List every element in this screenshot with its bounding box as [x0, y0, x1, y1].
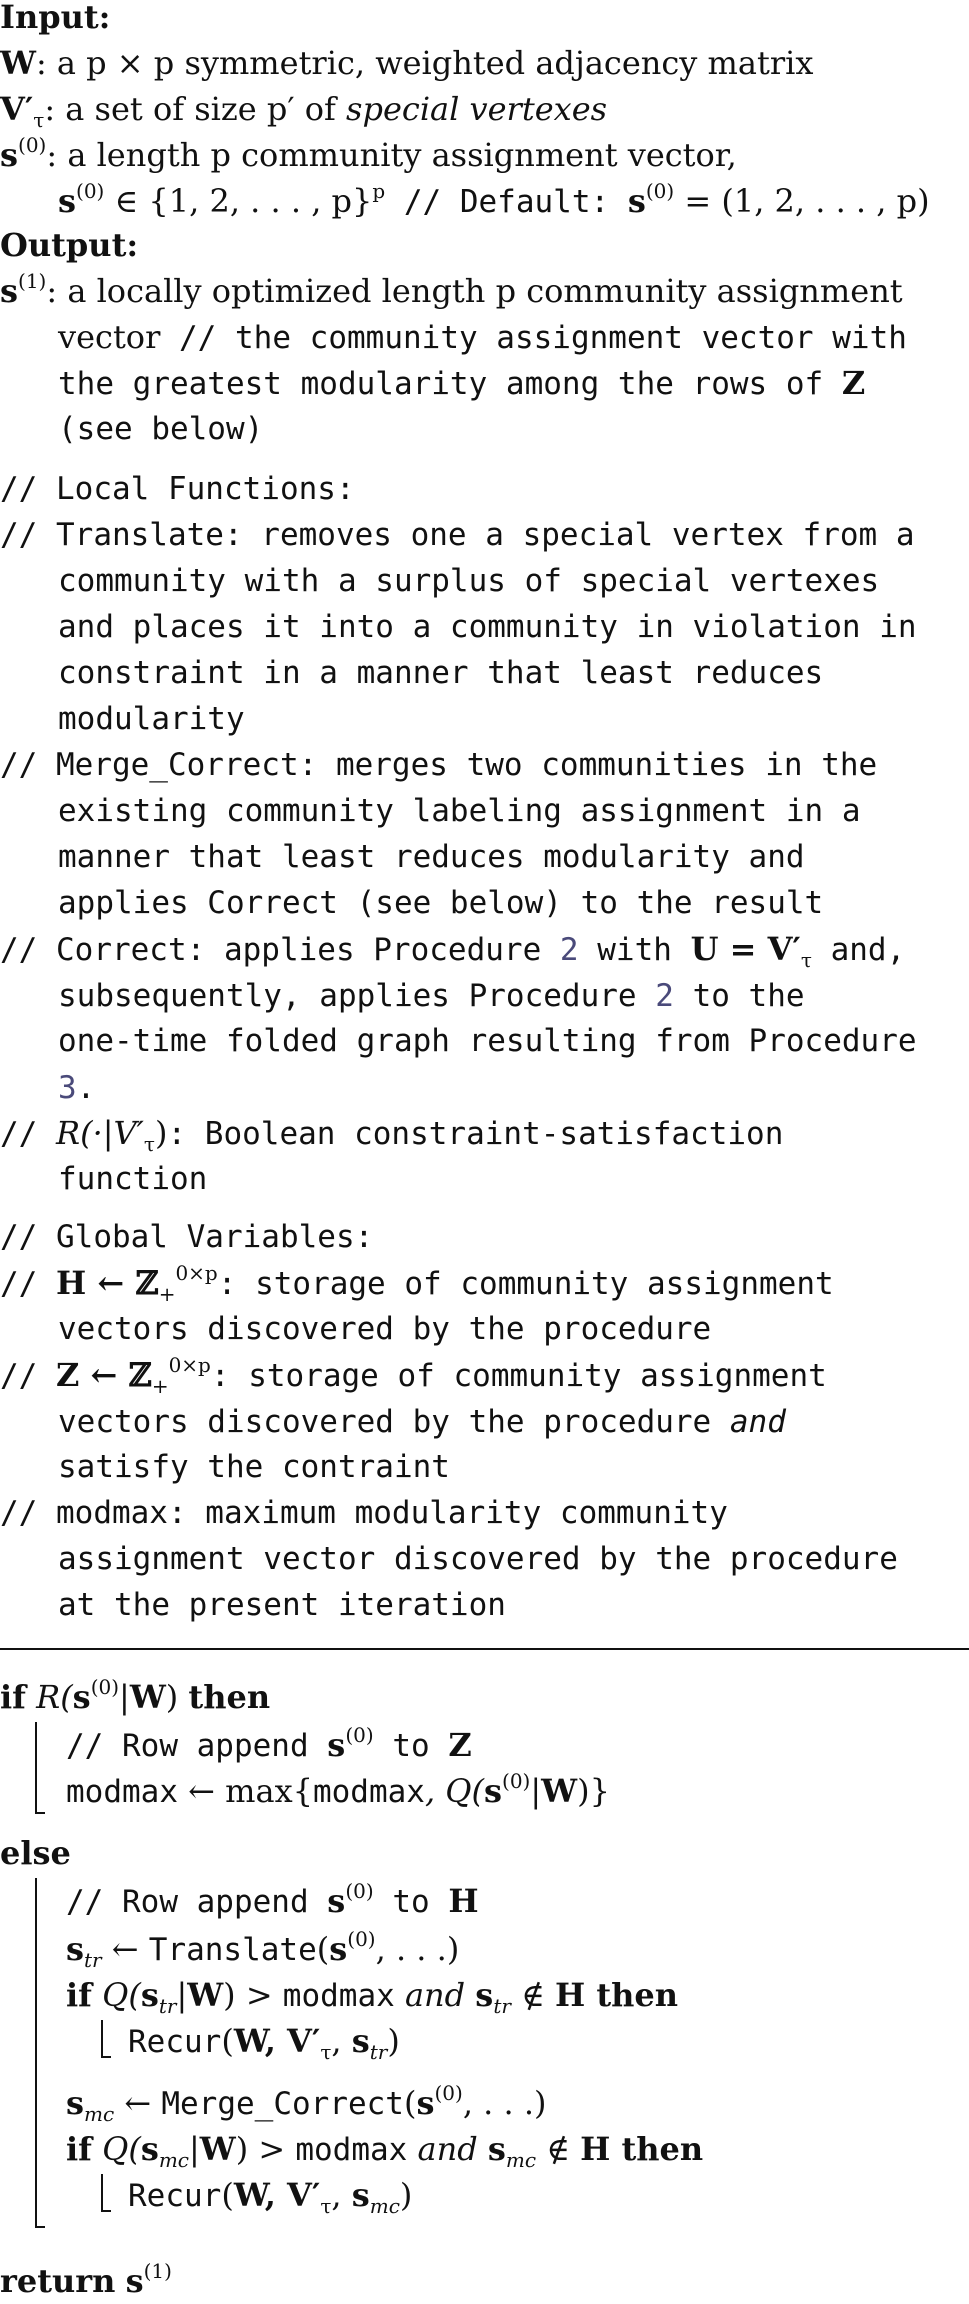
global-variables-heading: // Global Variables: — [0, 1219, 374, 1255]
merge-correct-line: applies Correct (see below) to the result — [58, 885, 824, 921]
else-body-line: // Row append $s^{(0)}$ to H — [66, 1879, 479, 1920]
correct-line: // Correct: applies Procedure 2 with $U = V'_\tau$ and, — [0, 930, 906, 972]
input-s0: $s^{(0)}$: a length p community assignment vector, — [0, 133, 737, 174]
if-block-bar — [35, 1722, 37, 1812]
if3-block-bar — [101, 2174, 103, 2210]
if2-block-foot — [101, 2056, 111, 2058]
return-line: return $s^{(1)}$ — [0, 2259, 172, 2300]
global-H-line: // H ← ℤ$_+^{0\times p}$: storage of community assignment — [0, 1261, 834, 1306]
if-line: if $R(s^{(0)}|W)$ then — [0, 1675, 271, 1716]
global-modmax-line: // modmax: maximum modularity community — [0, 1495, 728, 1531]
if-body-line: // Row append $s^{(0)}$ to Z — [66, 1723, 472, 1764]
translate-line: constraint in a manner that least reduces — [58, 655, 824, 691]
correct-line: subsequently, applies Procedure 2 to the — [58, 978, 805, 1014]
if2-block-bar — [101, 2020, 103, 2056]
translate-line: // Translate: removes one a special vertex from a — [0, 517, 915, 553]
input-V-tau: $V'_\tau$: a set of size p′ of special vertexes — [0, 90, 608, 132]
if3-block-foot — [101, 2210, 111, 2212]
merge-correct-line: existing community labeling assignment in a — [58, 793, 861, 829]
correct-line: one-time folded graph resulting from Procedure — [58, 1023, 917, 1059]
input-W: W: a p × p symmetric, weighted adjacency matrix — [0, 44, 814, 82]
recur-line: Recur(W, $V'_\tau$, $s_{tr}$) — [128, 2022, 400, 2064]
global-Z-line: satisfy the contraint — [58, 1449, 450, 1485]
translate-line: modularity — [58, 701, 245, 737]
global-modmax-line: assignment vector discovered by the procedure — [58, 1541, 898, 1577]
output-line-2: vector // the community assignment vector with — [58, 318, 907, 356]
merge-correct-line: // Merge_Correct: merges two communities in the — [0, 747, 878, 783]
translate-line: and places it into a community in violation in — [58, 609, 917, 645]
merge-correct-line: manner that least reduces modularity and — [58, 839, 805, 875]
global-H-line: vectors discovered by the procedure — [58, 1311, 712, 1347]
global-Z-line: // Z ← ℤ$_+^{0\times p}$: storage of community assignment — [0, 1353, 827, 1398]
output-s1: $s^{(1)}$: a locally optimized length p community assignment — [0, 269, 903, 310]
output-heading: Output: — [0, 226, 139, 264]
input-s0-domain: $s^{(0)}$ ∈ {1, 2, . . . , p}$^p$ // Default: $s^{(0)} = (1$, 2, . . . , p) — [58, 179, 930, 220]
recur-line: Recur(W, $V'_\tau$, $s_{mc}$) — [128, 2176, 413, 2218]
input-heading: Input: — [0, 0, 111, 36]
global-Z-line: vectors discovered by the procedure and — [58, 1404, 786, 1440]
if-block-foot — [35, 1812, 45, 1814]
else-block-foot — [35, 2226, 45, 2228]
R-function-line: // $R(\cdot|V'_\tau)$: Boolean constraint-satisfaction — [0, 1114, 784, 1156]
section-divider — [0, 1648, 969, 1650]
else-body-line: $s_{mc}$ ← $Merge\_Correct(s^{(0)}$, . . .) — [66, 2081, 547, 2126]
correct-line: 3. — [58, 1070, 96, 1106]
R-function-line: function — [58, 1161, 208, 1197]
output-line-3: the greatest modularity among the rows of Z — [58, 364, 866, 402]
else-body-line: if $Q(s_{mc}|W) > modmax$ and $s_{mc}$ ∉ H then — [66, 2130, 704, 2172]
output-line-4: (see below) — [58, 411, 264, 447]
if-body-line: modmax ← max{modmax, $Q(s^{(0)}|W)$} — [66, 1769, 610, 1810]
else-body-line: if $Q(s_{tr}|W) > modmax$ and $s_{tr}$ ∉ H then — [66, 1976, 678, 2018]
local-functions-heading: // Local Functions: — [0, 471, 355, 507]
global-modmax-line: at the present iteration — [58, 1587, 506, 1623]
else-line: else — [0, 1834, 71, 1872]
else-block-bar — [35, 1878, 37, 2226]
translate-line: community with a surplus of special vertexes — [58, 563, 880, 599]
else-body-line: $s_{tr}$ ← $Translate(s^{(0)}$, . . .) — [66, 1927, 460, 1972]
